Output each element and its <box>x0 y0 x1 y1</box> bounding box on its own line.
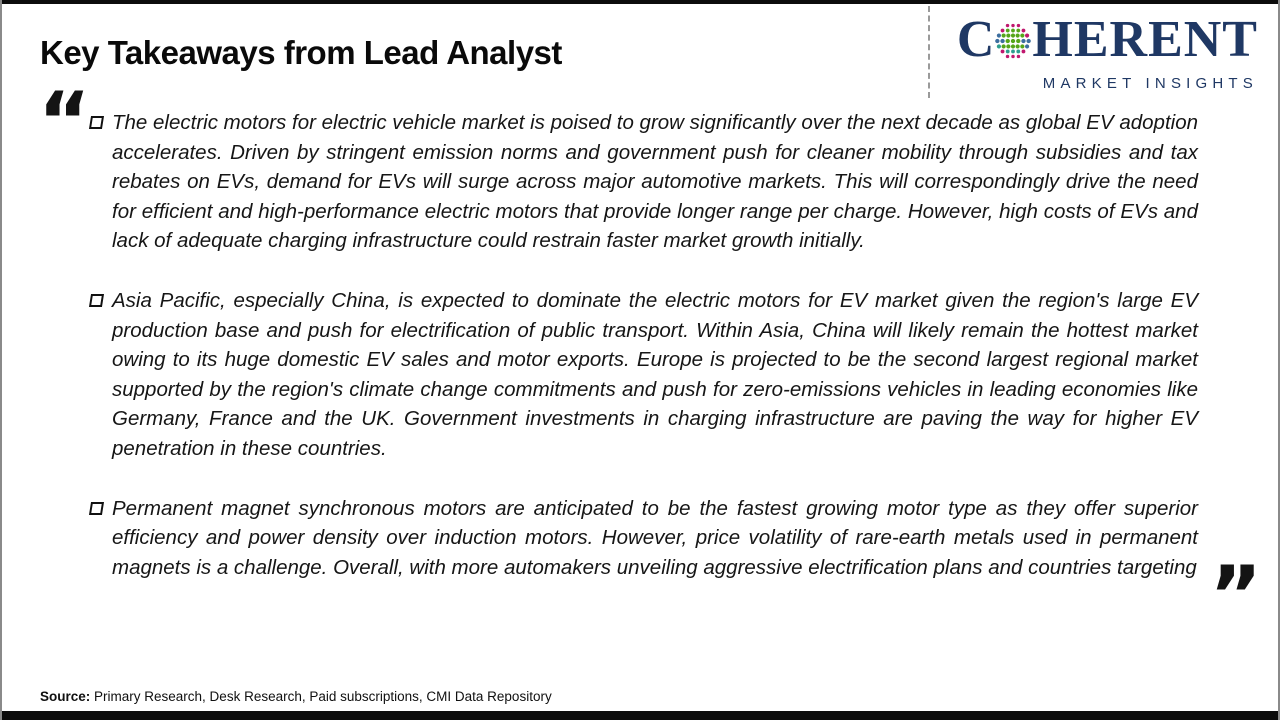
close-quote-icon: ” <box>1209 549 1262 642</box>
logo-letters-herent: HERENT <box>1032 11 1258 68</box>
list-item <box>90 108 1198 256</box>
square-bullet-icon <box>89 294 104 307</box>
takeaway-text-2: Asia Pacific, especially China, is expected to dominate the electric motors for EV market given the region's large EV production base and push for electrification of public transport. Within Asia, China will likely remain the hottest market owing to its huge domestic EV sales and motor exports. Europe is projected to be the second largest regional market supported by the region's climate change commitments and push for zero-emissions vehicles in leading economies like Germany, France and the UK. Government investments in charging infrastructure are paving the way for higher EV penetration in these countries. <box>112 288 1198 460</box>
list-item <box>90 494 1198 583</box>
source-text: Primary Research, Desk Research, Paid subscriptions, CMI Data Repository <box>94 689 552 704</box>
bottom-border-bar <box>2 711 1278 720</box>
open-quote-icon: “ <box>38 75 91 168</box>
logo-letter-c: C <box>956 11 996 68</box>
takeaways-list <box>90 108 1198 582</box>
logo-divider <box>928 6 930 98</box>
logo-wordmark <box>936 6 1258 74</box>
top-border-bar <box>2 0 1278 4</box>
list-item <box>90 286 1198 464</box>
globe-dots-icon <box>993 21 1033 61</box>
source-line <box>40 689 552 704</box>
square-bullet-icon <box>89 116 104 129</box>
page-title: Key Takeaways from Lead Analyst <box>40 34 562 71</box>
square-bullet-icon <box>89 502 104 515</box>
takeaway-text-1: The electric motors for electric vehicle market is poised to grow significantly over the next decade as global EV adoption accelerates. Driven by stringent emission norms and government push for cleaner mobility through subsidies and tax rebates on EVs, demand for EVs will surge across major automotive markets. This will correspondingly drive the need for efficient and high-performance electric motors that provide longer range per charge. However, high costs of EVs and lack of adequate charging infrastructure could restrain faster market growth initially. <box>112 111 1198 253</box>
takeaway-text-3: Permanent magnet synchronous motors are anticipated to be the fastest growing motor type as they offer superior efficiency and power density over induction motors. However, price volatility of rare-earth metals used in permanent magnets is a challenge. Overall, with more automakers unveiling aggressive electrification plans and countries targeting <box>112 496 1198 579</box>
company-logo <box>936 6 1258 100</box>
source-label: Source: <box>40 689 91 704</box>
logo-tagline: MARKET INSIGHTS <box>1042 75 1258 92</box>
